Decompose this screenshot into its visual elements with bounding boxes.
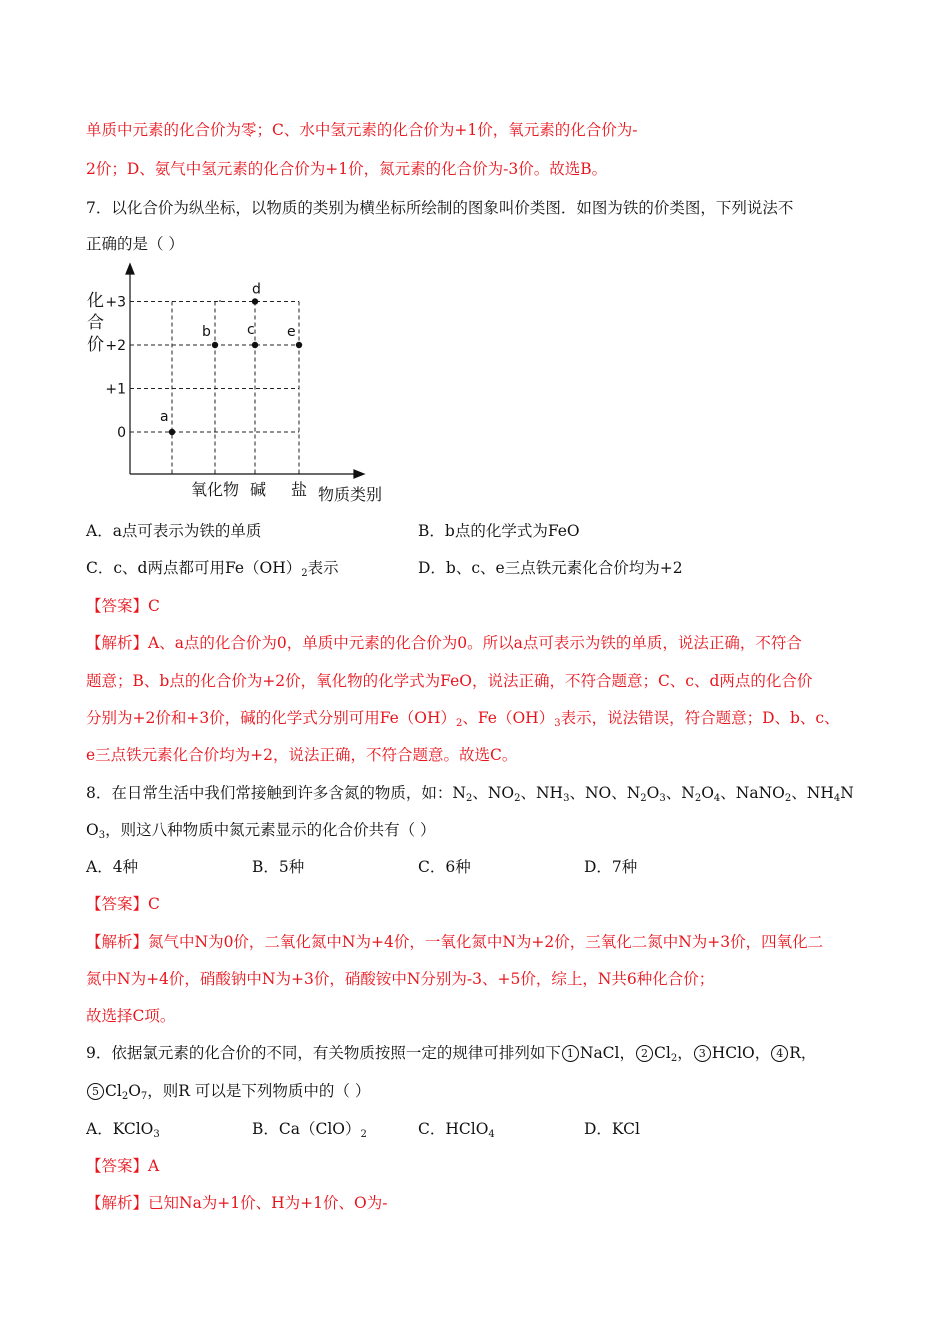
y-tick-label: +1 xyxy=(105,381,126,398)
q9-s5a: Cl xyxy=(105,1082,122,1100)
point-a xyxy=(169,429,175,435)
q7-exp3-c: 表示，说法错误，符合题意；D、b、c、 xyxy=(560,709,840,727)
q8-explanation-1: 【解析】氮气中N为0价，二氧化氮中N为+4价，一氧化氮中N为+2价，三氧化二氮中N为+3价，四氧化二 xyxy=(86,933,824,951)
q7-exp3-b: 、Fe（OH） xyxy=(462,709,555,727)
q7-option-d: D．b、c、e三点铁元素化合价均为+2 xyxy=(418,559,683,577)
q7-option-c-pre: C．c、d两点都可用Fe（OH） xyxy=(86,559,302,577)
q8-s1i: 、NH xyxy=(791,784,834,802)
sub: 3 xyxy=(659,793,666,804)
iron-valence-chart xyxy=(82,262,402,512)
q9-stem-line-2 xyxy=(86,1081,370,1101)
point-label-a: a xyxy=(160,409,169,425)
sub: 3 xyxy=(563,793,570,804)
q7-option-a: A．a点可表示为铁的单质 xyxy=(86,522,262,540)
q7-stem-line-2: 正确的是（ ） xyxy=(86,235,184,253)
q7-answer: 【答案】C xyxy=(86,597,160,615)
q8-answer: 【答案】C xyxy=(86,895,160,913)
q7-option-b: B．b点的化学式为FeO xyxy=(418,522,580,540)
y-axis-label: 价 xyxy=(87,335,104,355)
q9-option-c-text: C．HClO xyxy=(418,1120,489,1138)
circled-number: 5 xyxy=(87,1083,104,1100)
q7-stem-line-1: 7．以化合价为纵坐标，以物质的类别为横坐标所绘制的图象叫价类图．如图为铁的价类图，下列说法不 xyxy=(86,199,794,217)
q8-option-c: C．6种 xyxy=(418,858,471,876)
q7-exp3-sub2: 3 xyxy=(554,718,561,729)
circled-number: 4 xyxy=(771,1045,788,1062)
sub: 2 xyxy=(514,793,521,804)
point-label-c: c xyxy=(247,322,255,338)
q7-option-c-post: 表示 xyxy=(307,559,339,577)
q8-stem-line-2 xyxy=(86,820,436,840)
q8-s1a: 8．在日常生活中我们常接触到许多含氮的物质，如：N xyxy=(86,784,466,802)
point-label-d: d xyxy=(252,281,261,298)
q8-s2b: ，则这八种物质中氮元素显示的化合价共有（ ） xyxy=(105,821,436,839)
sub: 2 xyxy=(640,793,647,804)
point-label-b: b xyxy=(202,324,211,340)
q8-s1f: 、N xyxy=(665,784,695,802)
q8-option-a: A．4种 xyxy=(86,858,139,876)
q9-s5b: O xyxy=(128,1082,141,1100)
q8-option-b: B．5种 xyxy=(252,858,305,876)
q8-s1h: 、NaNO xyxy=(720,784,785,802)
y-tick-label: +3 xyxy=(105,294,126,311)
q9-option-a xyxy=(86,1119,160,1139)
q7-exp3-sub1: 2 xyxy=(456,718,463,729)
q7-explanation-3 xyxy=(86,708,840,728)
q8-s1c: 、NH xyxy=(520,784,564,802)
q7-option-c xyxy=(86,558,339,578)
point-e xyxy=(296,342,302,348)
q9-s1: NaCl， xyxy=(579,1044,635,1062)
circled-number: 2 xyxy=(636,1045,653,1062)
point-b xyxy=(212,342,218,348)
sub: 4 xyxy=(833,793,841,804)
q8-explanation-2: 氮中N为+4价，硝酸钠中N为+3价，硝酸铵中N分别为-3、+5价，综上，N共6种化合价； xyxy=(86,970,715,988)
q8-s1b: 、NO xyxy=(472,784,515,802)
q9-answer: 【答案】A xyxy=(86,1157,160,1175)
q8-s1d: 、NO、N xyxy=(569,784,641,802)
intro-line-1: 单质中元素的化合价为零；C、水中氢元素的化合价为+1价，氧元素的化合价为- xyxy=(86,121,638,139)
intro-line-2: 2价；D、氨气中氢元素的化合价为+1价，氮元素的化合价为-3价。故选B。 xyxy=(86,160,608,178)
q9-s5c: ，则R 可以是下列物质中的（ ） xyxy=(147,1082,371,1100)
circled-number: 3 xyxy=(694,1045,711,1062)
sub: 2 xyxy=(121,1091,129,1102)
y-tick-label: +2 xyxy=(105,338,126,354)
q8-s1j: N xyxy=(840,784,854,802)
sub: 7 xyxy=(140,1091,148,1102)
x-tick-label: 氧化物 xyxy=(190,480,240,499)
q8-stem-line-1 xyxy=(86,783,854,803)
sub: 4 xyxy=(488,1129,495,1140)
y-axis-label: 化 xyxy=(87,291,104,311)
q7-explanation-1: 【解析】A、a点的化合价为0，单质中元素的化合价为0。所以a点可表示为铁的单质，说法正确，不符合 xyxy=(86,634,802,652)
q8-s1e: O xyxy=(646,784,660,802)
circled-number: 1 xyxy=(562,1045,579,1062)
q9-explanation-1: 【解析】已知Na为+1价、H为+1价、O为- xyxy=(86,1194,388,1212)
q9-s1a: 9．依据氯元素的化合价的不同，有关物质按照一定的规律可排列如下 xyxy=(86,1044,561,1062)
q8-s1g: O xyxy=(701,784,714,802)
y-tick-label: 0 xyxy=(117,425,126,441)
point-d xyxy=(252,298,258,304)
q8-explanation-3: 故选择C项。 xyxy=(86,1007,176,1025)
sub: 3 xyxy=(153,1129,160,1140)
q9-option-b xyxy=(252,1119,367,1139)
x-tick-label: 盐 xyxy=(290,480,308,499)
sub: 4 xyxy=(713,793,721,804)
sub: 2 xyxy=(465,793,473,804)
sub: 2 xyxy=(670,1053,678,1064)
q9-option-b-text: B．Ca（ClO） xyxy=(252,1120,361,1138)
q9-stem-line-1 xyxy=(86,1043,816,1063)
sub: 2 xyxy=(784,793,792,804)
q7-explanation-2: 题意；B、b点的化合价为+2价，氧化物的化学式为FeO，说法正确，不符合题意；C、c、d两点的化合价 xyxy=(86,672,813,690)
q8-s2a: O xyxy=(86,821,99,839)
x-axis-arrow xyxy=(354,470,364,478)
q7-option-c-sub: 2 xyxy=(301,568,308,579)
q9-s4: R， xyxy=(789,1044,817,1062)
y-axis-label: 合 xyxy=(87,313,104,333)
x-axis-label: 物质类别 xyxy=(317,485,383,504)
q9-option-a-text: A．KClO xyxy=(86,1120,154,1138)
y-axis-arrow xyxy=(126,264,134,274)
x-tick-label: 碱 xyxy=(249,480,267,499)
q8-option-d: D．7种 xyxy=(584,858,638,876)
q7-exp3-a: 分别为+2价和+3价，碱的化学式分别可用Fe（OH） xyxy=(86,709,457,727)
sub: 2 xyxy=(360,1129,367,1140)
q9-s2b: ， xyxy=(677,1044,693,1062)
point-label-e: e xyxy=(287,324,296,340)
q9-s2: Cl xyxy=(654,1044,671,1062)
q7-explanation-4: e三点铁元素化合价均为+2，说法正确，不符合题意。故选C。 xyxy=(86,746,518,764)
sub: 2 xyxy=(694,793,702,804)
q9-option-d: D．KCl xyxy=(584,1120,640,1138)
q9-option-c xyxy=(418,1119,495,1139)
sub: 3 xyxy=(98,830,106,841)
q9-s3: HClO， xyxy=(711,1044,771,1062)
point-c xyxy=(252,342,258,348)
